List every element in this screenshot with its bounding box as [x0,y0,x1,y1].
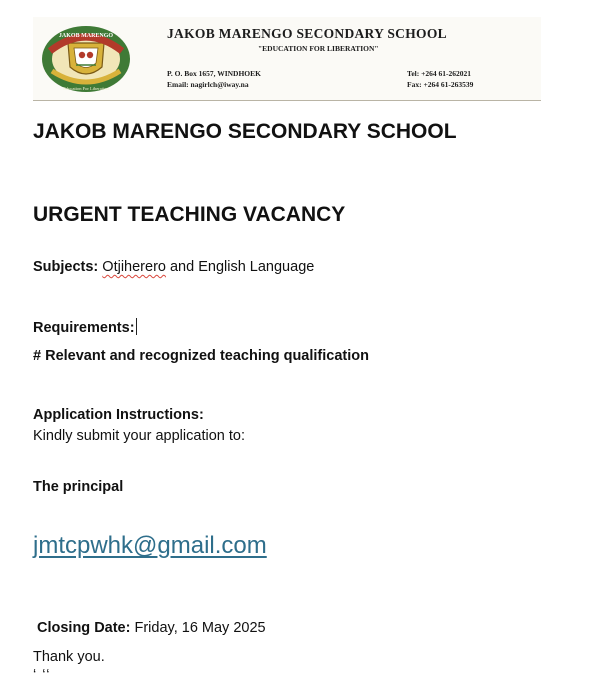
requirements-line[interactable] [33,318,137,336]
letterhead-fax: Fax: +264 61-263539 [407,80,474,89]
closing-date-value: Friday, 16 May 2025 [130,620,266,636]
school-heading: JAKOB MARENGO SECONDARY SCHOOL [33,120,457,143]
cut-off-text-line: ‘ ‘‘ [33,667,51,683]
contact-email-link[interactable]: jmtcpwhk@gmail.com [33,532,267,559]
requirement-item: # Relevant and recognized teaching qualification [33,348,369,364]
letterhead-email: Email: nagirlch@iway.na [167,80,249,89]
letterhead-motto: "EDUCATION FOR LIBERATION" [258,44,379,53]
letterhead [33,17,541,101]
logo-ring-text-top: JAKOB MARENGO [58,33,114,39]
instructions-text: Kindly submit your application to: [33,428,245,444]
thank-you: Thank you. [33,649,105,665]
closing-date-label: Closing Date: [37,620,131,636]
school-crest-logo [38,21,134,97]
instructions-label: Application Instructions: [33,407,204,423]
subjects-line [33,259,314,275]
vacancy-heading: URGENT TEACHING VACANCY [33,203,346,226]
letterhead-address-block [167,68,261,90]
requirements-label: Requirements: [33,320,135,336]
subjects-rest: and English Language [165,259,315,275]
closing-date-line [37,620,266,636]
recipient: The principal [33,479,124,495]
subject-otjiherero: Otjiherero [102,259,166,275]
letterhead-tel: Tel: +264 61-262021 [407,69,471,78]
letterhead-phone-block [407,68,473,90]
subjects-label: Subjects: [33,259,99,275]
logo-ring-text-bottom: Education For Liberation [63,86,109,91]
letterhead-address: P. O. Box 1657, WINDHOEK [167,69,261,78]
letterhead-school-name: JAKOB MARENGO SECONDARY SCHOOL [167,26,447,41]
text-cursor [136,318,137,335]
